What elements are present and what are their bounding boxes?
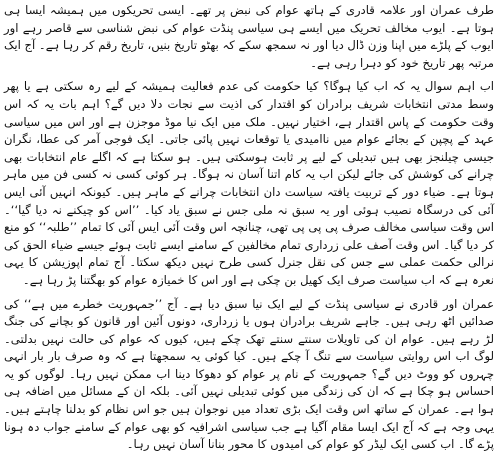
- article-paragraph: عمران اور قادری نے سیاسی پنڈت کے لیے ایک نیا سبق دیا ہے۔ آج ’’جمہوریت خطرے میں ہے‘‘ کی صدائیں اٹھ رہی ہیں۔ جاہے شریف برادران ہوں یا زرداری، دونوں آئین اور قانون کو بچانے کی جنگ لڑ رہے ہیں۔ عوام ان کی تاویلات سنتے سنتے تھک چکے ہیں، کیوں کہ عوام کی حالت نہیں بدلتی۔ لوگ اب اس روایتی سیاست سے تنگ آ چکے ہیں۔ کیا کوئی یہ سمجھتا ہے کہ وہ صرف بار بار انہی چہروں کو ووٹ دیں گے؟ جمہوریت کے نام پر عوام کو دھوکا دینا اب ممکن نہیں رہا۔ لوگوں کو یہ احساس ہو چکا ہے کہ ان کی زندگی میں کوئی تبدیلی نہیں آئی۔ بلکہ ان کے مسائل میں اضافہ ہی ہوا ہے۔ عمران کے ساتھ اس وقت ایک بڑی تعداد میں نوجوان ہیں جو اس نظام کو بدلنا چاہتے ہیں۔ یہی وجہ ہے کہ آج ایک ایسا مقام آگیا ہے جب سیاسی اشرافیہ کو بھی عوام کے سامنے جواب دہ ہونا پڑے گا۔ اب کسی ایک لیڈر کو عوام کی امیدوں کا محور بنانا آسان نہیں رہا۔: [4, 296, 494, 452]
- article-paragraph: اب اہم سوال یہ کہ اب کیا ہوگا؟ کیا حکومت کی عدم فعالیت ہمیشہ کے لیے رہ سکتی ہے یا پھر وسط مدتی انتخابات شریف برادران کو اقتدار کی اذیت سے نجات دلا دیں گے؟ اہم بات یہ کہ اس وقت حکومت کے پاس اقتدار ہے، اختیار نہیں۔ ملک میں ایک نیا موڈ موجزن ہے اور اس میں سیاسی عہد کے پچپن کے بجائے عوام میں ناامیدی یا توقعات نہیں پائی جاتی۔ ایک فوجی آمر کی عطا، نگران جیسی چیلنجز بھی ہیں تبدیلی کے لیے پر ثابت ہوسکتی ہیں۔ ہو سکتا ہے کہ اگلے عام انتخابات بھی چرانے کی کوشش کی جائے لیکن اب یہ کام اتنا آسان نہ ہوگا۔ ہر کوئی کسی نہ کسی فن میں ماہر ہوتا ہے۔ ضیاء دور کے تربیت یافتہ سیاست دان انتخابات چرانے کے ماہر ہیں۔ کیونکہ انہیں آئی ایس آئی کی درسگاہ نصیب ہوئی اور یہ سبق نہ ملی جس نے سبق یاد کیا۔ ’’اس کو چیکنے نہ دیا گیا‘‘۔ اس وقت سیاسی مخالف صرف پی پی پی تھی، چنانچہ اس وقت آئی ایس آئی کا تمام ’’طلبہ‘‘ کو منع کر دیا گیا۔ اس وقت آصف علی زرداری تمام مخالفین کے سامنے ایسے ثابت ہوئے جیسے ضیاء الحق کی نرالی حکمت عملی سے جس کی نقل جنرل کسی طرح نہیں دیکھ سکتا۔ آج تمام اپوزیشن کا یہی نعرہ ہے کہ اب سیاست صرف ایک کھیل بن چکی ہے اور اس کا خمیازہ عوام کو بھگتنا پڑ رہا ہے۔: [4, 79, 494, 287]
- article-paragraph: طرف عمران اور علامہ قادری کے ہاتھ عوام کی نبض پر تھے۔ ایسی تحریکوں میں ہمیشہ ایسا ہی ہوتا ہے۔ ایوب مخالف تحریک میں ایسے ہی سیاسی پنڈت عوام کی نبض شناسی سے قاصر رہے اور ایوب کے پلڑے میں اپنا وزن ڈال دیا اور نہ سمجھ سکے کہ بھٹو تاریخ بنیں، تاریخ رقم کر رہا ہے۔ آج ایک مرتبہ پھر تاریخ خود کو دہرا رہی ہے۔: [4, 3, 494, 70]
